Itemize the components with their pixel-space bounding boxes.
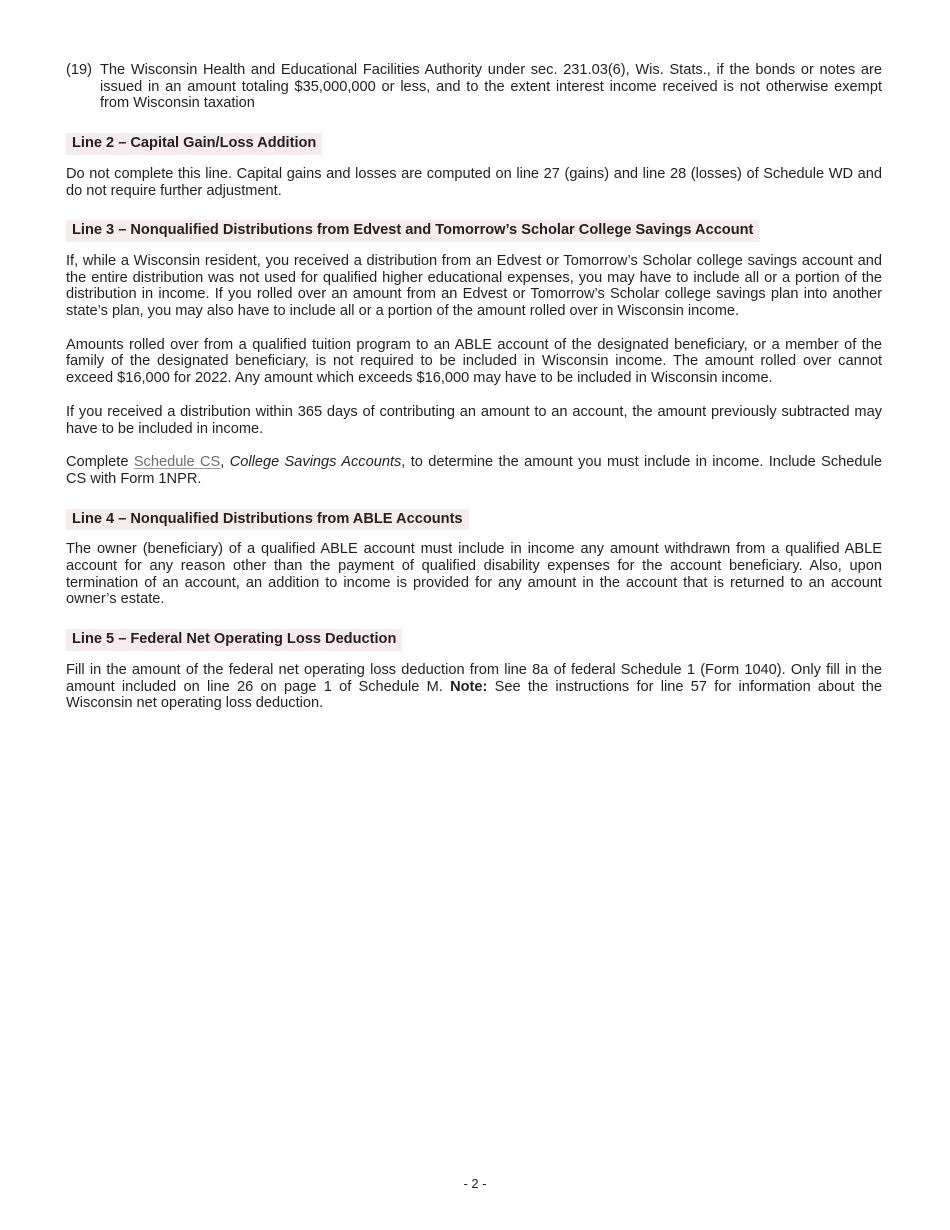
paragraph-line-3-distribution: If, while a Wisconsin resident, you received a distribution from an Edvest or Tomorrow’s Scholar college savings account and the entire distribution was not used for qualified higher educational expenses, you may have to include all or a portion of the distribution in income. If you rolled over an amount from an Edvest or Tomorrow’s Scholar college savings plan into another state’s plan, you may also have to include all or a portion of the amount rolled over in Wisconsin income. <box>66 252 882 320</box>
college-savings-accounts-title: College Savings Accounts <box>229 454 402 471</box>
paragraph-line-3-able-rollover: Amounts rolled over from a qualified tuition program to an ABLE account of the designated beneficiary, or a member of the family of the designated beneficiary, is not required to be included in Wisconsin income. The amount rolled over cannot exceed $16,000 for 2022. Any amount which exceeds $16,000 may have to be included in Wisconsin income. <box>66 336 882 387</box>
text-complete: Complete <box>66 454 134 471</box>
text-schedule-cs-suffix: , to determine the amount you must include in income. Include Schedule CS with Form 1NPR. <box>66 454 882 487</box>
section-heading-line-4: Line 4 – Nonqualified Distributions from ABLE Accounts <box>66 509 469 531</box>
section-line-5 <box>66 608 882 712</box>
text-line-5-note: See the instructions for line 57 for information about the Wisconsin net operating loss deduction. <box>66 678 882 712</box>
section-heading-line-2: Line 2 – Capital Gain/Loss Addition <box>66 133 322 155</box>
section-line-4 <box>66 488 882 609</box>
section-heading-line-5: Line 5 – Federal Net Operating Loss Deduction <box>66 629 402 651</box>
paragraph-line-3-schedule-cs <box>66 454 882 487</box>
paragraph-line-5 <box>66 662 882 712</box>
list-item-text: The Wisconsin Health and Educational Facilities Authority under sec. 231.03(6), Wis. Stats., if the bonds or notes are issued in an amount totaling $35,000,000 or less, and to the extent interest income received is not otherwise exempt from Wisconsin taxation <box>100 62 882 112</box>
section-line-2 <box>66 112 882 199</box>
schedule-cs-link[interactable]: Schedule CS <box>133 454 221 471</box>
note-label: Note: <box>450 678 488 695</box>
section-heading-line-3: Line 3 – Nonqualified Distributions from Edvest and Tomorrow’s Scholar College Savings Account <box>66 220 759 242</box>
paragraph-line-4: The owner (beneficiary) of a qualified ABLE account must include in income any amount withdrawn from a qualified ABLE account for any reason other than the payment of qualified disability expenses for the account beneficiary. Also, upon termination of an account, an addition to income is provided for any amount in the account that is returned to an account owner’s estate. <box>66 541 882 608</box>
list-item-number: (19) <box>66 62 92 78</box>
document-body <box>66 62 882 712</box>
text-comma: , <box>220 454 230 471</box>
page-number: - 2 - <box>463 1176 487 1191</box>
list-item-19 <box>66 62 882 112</box>
paragraph-line-2: Do not complete this line. Capital gains and losses are computed on line 27 (gains) and line 28 (losses) of Schedule WD and do not require further adjustment. <box>66 165 882 199</box>
section-line-3 <box>66 199 882 487</box>
text-line-5-main: Fill in the amount of the federal net operating loss deduction from line 8a of federal Schedule 1 (Form 1040). Only fill in the amount included on line 26 on page 1 of Schedule M. <box>66 661 882 695</box>
paragraph-line-3-365-days: If you received a distribution within 365 days of contributing an amount to an account, the amount previously subtracted may have to be included in income. <box>66 403 882 437</box>
